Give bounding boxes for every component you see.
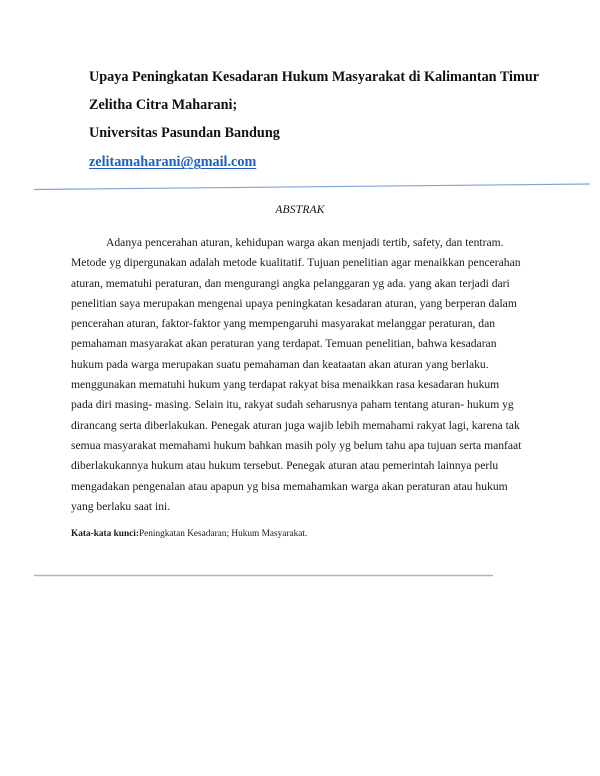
abstract-line: semua masyarakat memahami hukum bahkan masih poly yg belum tahu apa tujuan serta manfaat — [71, 438, 522, 452]
author-email-link[interactable]: zelitamaharani@gmail.com — [89, 154, 257, 170]
abstract-line: aturan, mematuhi peraturan, dan mengurangi angka pelanggaran yg ada. yang akan terjadi dari — [71, 276, 510, 290]
paper-title: Upaya Peningkatan Kesadaran Hukum Masyarakat di Kalimantan Timur — [89, 69, 540, 85]
abstract-line: menggunakan mematuhi hukum yang terdapat rakyat bisa menaikkan rasa kesadaran hukum — [71, 378, 500, 392]
keywords-label: Kata-kata kunci: — [71, 529, 139, 539]
abstract-body — [71, 233, 541, 517]
abstract-line: pencerahan aturan, faktor-faktor yang mempengaruhi masyarakat melanggar peraturan, dan — [71, 317, 496, 331]
abstract-line: dirancang serta diberlakukan. Penegak aturan juga wajib lebih memahami rakyat lagi, karena tak — [71, 418, 520, 432]
abstract-line: penelitian saya merupakan mengenai upaya peningkatan kesadaran aturan, yang berperan dalam — [71, 296, 517, 310]
abstract-line: yang berlaku saat ini. — [71, 499, 171, 513]
abstract-line: hukum pada warga merupakan suatu pemahaman dan keataatan akan aturan yang berlaku. — [71, 357, 489, 371]
keywords — [71, 529, 307, 539]
abstract-line: pada diri masing- masing. Selain itu, rakyat sudah seharusnya paham tentang aturan- hukum yg — [71, 398, 514, 412]
abstract-line: Adanya pencerahan aturan, kehidupan warga akan menjadi tertib, safety, dan tentram. — [106, 236, 504, 249]
keywords-text: Peningkatan Kesadaran; Hukum Masyarakat. — [138, 529, 308, 539]
abstract-line: pemahaman masyarakat akan peraturan yang terdapat. Temuan penelitian, bahwa kesadaran — [71, 337, 497, 351]
author-affiliation: Universitas Pasundan Bandung — [89, 125, 280, 141]
author-name: Zelitha Citra Maharani; — [89, 97, 238, 113]
abstract-line: diberlakukannya hukum atau hukum tersebut. Penegak aturan atau pemerintah lainnya perlu — [71, 459, 499, 473]
top-separator-line — [34, 184, 590, 190]
abstract-heading: ABSTRAK — [275, 204, 325, 216]
abstract-line: mengadakan pengenalan atau apapun yg bisa memahamkan warga akan peraturan atau hukum — [71, 479, 508, 493]
abstract-line: Metode yg dipergunakan adalah metode kualitatif. Tujuan penelitian agar menaikkan pencerahan — [71, 256, 521, 270]
